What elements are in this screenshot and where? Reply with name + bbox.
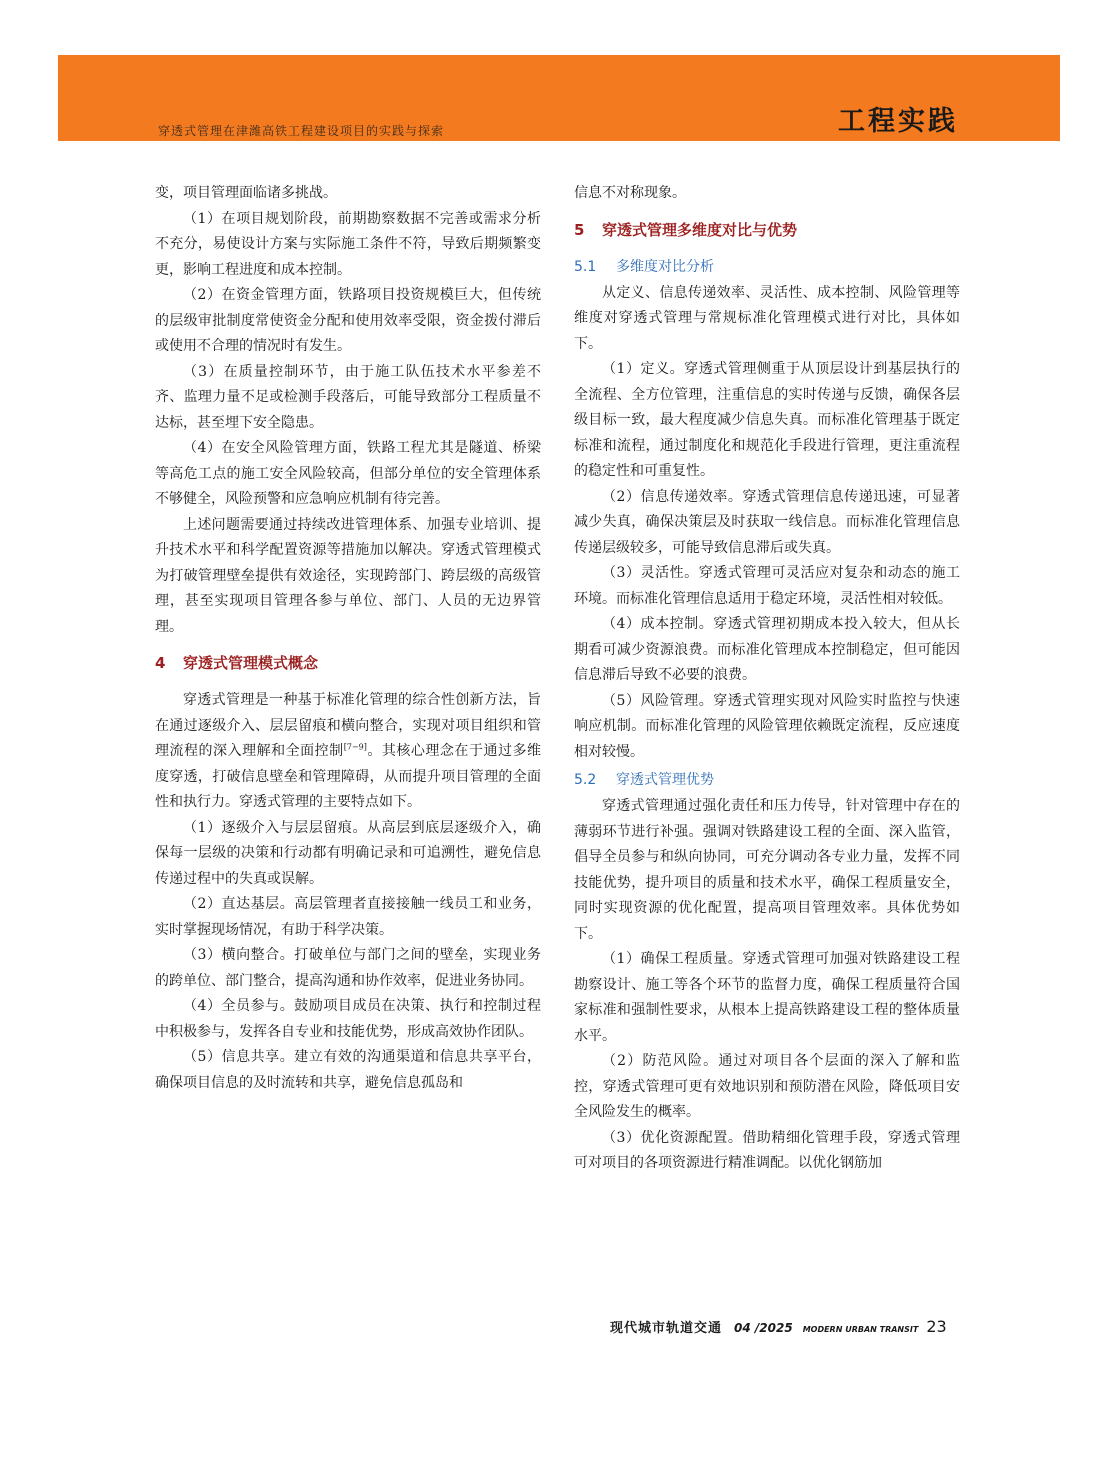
paragraph: 从定义、信息传递效率、灵活性、成本控制、风险管理等维度对穿透式管理与常规标准化管理模式进行对比，具体如下。	[574, 284, 960, 352]
subsection-title: 多维度对比分析	[616, 258, 714, 275]
list-item: （5）风险管理。穿透式管理实现对风险实时监控与快速响应机制。而标准化管理的风险管理依赖既定流程，反应速度相对较慢。	[574, 692, 960, 760]
paragraph: 上述问题需要通过持续改进管理体系、加强专业培训、提升技术水平和科学配置资源等措施加以解决。穿透式管理模式为打破管理壁垒提供有效途径，实现跨部门、跨层级的高级管理，甚至实现项目管理各参与单位、部门、人员的无边界管理。	[155, 516, 541, 635]
list-item: （3）灵活性。穿透式管理可灵活应对复杂和动态的施工环境。而标准化管理信息适用于稳定环境，灵活性相对较低。	[574, 565, 960, 607]
paragraph: （2）在资金管理方面，铁路项目投资规模巨大，但传统的层级审批制度常使资金分配和使用效率受限，资金拨付滞后或使用不合理的情况时有发生。	[155, 287, 541, 354]
list-item: （1）逐级介入与层层留痕。从高层到底层逐级介入，确保每一层级的决策和行动都有明确记录和可追溯性，避免信息传递过程中的失真或误解。	[155, 819, 541, 887]
page-footer	[610, 1317, 947, 1336]
paragraph: 变，项目管理面临诸多挑战。	[155, 185, 337, 201]
paragraph: （1）在项目规划阶段，前期勘察数据不完善或需求分析不充分，易使设计方案与实际施工条件不符，导致后期频繁变更，影响工程进度和成本控制。	[155, 210, 541, 278]
magazine-name: 现代城市轨道交通	[610, 1321, 723, 1336]
section-number: 4	[155, 654, 166, 672]
section-heading-5	[574, 219, 960, 241]
subsection-heading-5-1	[574, 255, 960, 279]
list-item: （4）成本控制。穿透式管理初期成本投入较大，但从长期看可减少资源浪费。而标准化管理成本控制稳定，但可能因信息滞后导致不必要的浪费。	[574, 616, 960, 683]
list-item: （1）确保工程质量。穿透式管理可加强对铁路建设工程勘察设计、施工等各个环节的监督力度，确保工程质量符合国家标准和强制性要求，从根本上提高铁路建设工程的整体质量水平。	[574, 951, 960, 1044]
issue-number: 04 /2025	[734, 1321, 793, 1335]
list-item: （3）横向整合。打破单位与部门之间的壁垒，实现业务的跨单位、部门整合，提高沟通和协作效率，促进业务协同。	[155, 947, 541, 989]
list-item: （2）直达基层。高层管理者直接接触一线员工和业务，实时掌握现场情况，有助于科学决策。	[155, 896, 541, 938]
paragraph: 信息不对称现象。	[574, 185, 686, 201]
subsection-number: 5.1	[574, 258, 597, 275]
list-item: （5）信息共享。建立有效的沟通渠道和信息共享平台，确保项目信息的及时流转和共享，避免信息孤岛和	[155, 1049, 541, 1091]
paragraph: （4）在安全风险管理方面，铁路工程尤其是隧道、桥梁等高危工点的施工安全风险较高，但部分单位的安全管理体系不够健全，风险预警和应急响应机制有待完善。	[155, 440, 541, 507]
paragraph: 穿透式管理通过强化责任和压力传导，针对管理中存在的薄弱环节进行补强。强调对铁路建设工程的全面、深入监管，倡导全员参与和纵向协同，可充分调动各专业力量，发挥不同技能优势，提升项目的质量和技术水平，确保工程质量安全，同时实现资源的优化配置，提高项目管理效率。具体优势如下。	[574, 798, 960, 942]
section-title: 穿透式管理多维度对比与优势	[602, 220, 798, 239]
list-item: （3）优化资源配置。借助精细化管理手段，穿透式管理可对项目的各项资源进行精准调配。以优化钢筋加	[574, 1129, 960, 1171]
paragraph	[155, 688, 541, 816]
running-title: 穿透式管理在津潍高铁工程建设项目的实践与探索	[158, 124, 445, 138]
list-item: （1）定义。穿透式管理侧重于从顶层设计到基层执行的全流程、全方位管理，注重信息的实时传递与反馈，确保各层级目标一致，最大程度减少信息失真。而标准化管理基于既定标准和流程，通过制度化和规范化手段进行管理，更注重流程的稳定性和可重复性。	[574, 361, 960, 479]
list-item: （4）全员参与。鼓励项目成员在决策、执行和控制过程中积极参与，发挥各自专业和技能优势，形成高效协作团队。	[155, 998, 541, 1040]
page-number: 23	[926, 1317, 947, 1336]
section-title: 穿透式管理模式概念	[183, 654, 319, 672]
paragraph-text: 。其核心理念在于通过多维度穿透，打破信息壁垒和管理障碍，从而提升项目管理的全面性和执行力。穿透式管理的主要特点如下。	[155, 743, 542, 810]
subsection-heading-5-2	[574, 768, 960, 792]
subsection-title: 穿透式管理优势	[616, 772, 714, 788]
section-number: 5	[574, 220, 585, 239]
right-column	[574, 181, 960, 1177]
section-label: 工程实践	[838, 106, 958, 137]
paragraph: （3）在质量控制环节，由于施工队伍技术水平参差不齐、监理力量不足或检测手段落后，可能导致部分工程质量不达标，甚至埋下安全隐患。	[155, 363, 541, 431]
section-heading-4	[155, 652, 541, 674]
left-column	[155, 181, 541, 1096]
magazine-english-name: MODERN URBAN TRANSIT	[802, 1325, 919, 1334]
header-band	[58, 55, 1060, 141]
list-item: （2）信息传递效率。穿透式管理信息传递迅速，可显著减少失真，确保决策层及时获取一线信息。而标准化管理信息传递层级较多，可能导致信息滞后或失真。	[574, 488, 960, 556]
paragraph-text: 穿透式管理是一种基于标准化管理的综合性创新方法，旨在通过逐级介入、层层留痕和横向整合，实现对项目组织和管理流程的深入理解和全面控制	[155, 692, 541, 759]
citation: [7−9]	[343, 742, 367, 752]
list-item: （2）防范风险。通过对项目各个层面的深入了解和监控，穿透式管理可更有效地识别和预防潜在风险，降低项目安全风险发生的概率。	[574, 1053, 960, 1120]
subsection-number: 5.2	[574, 772, 597, 788]
